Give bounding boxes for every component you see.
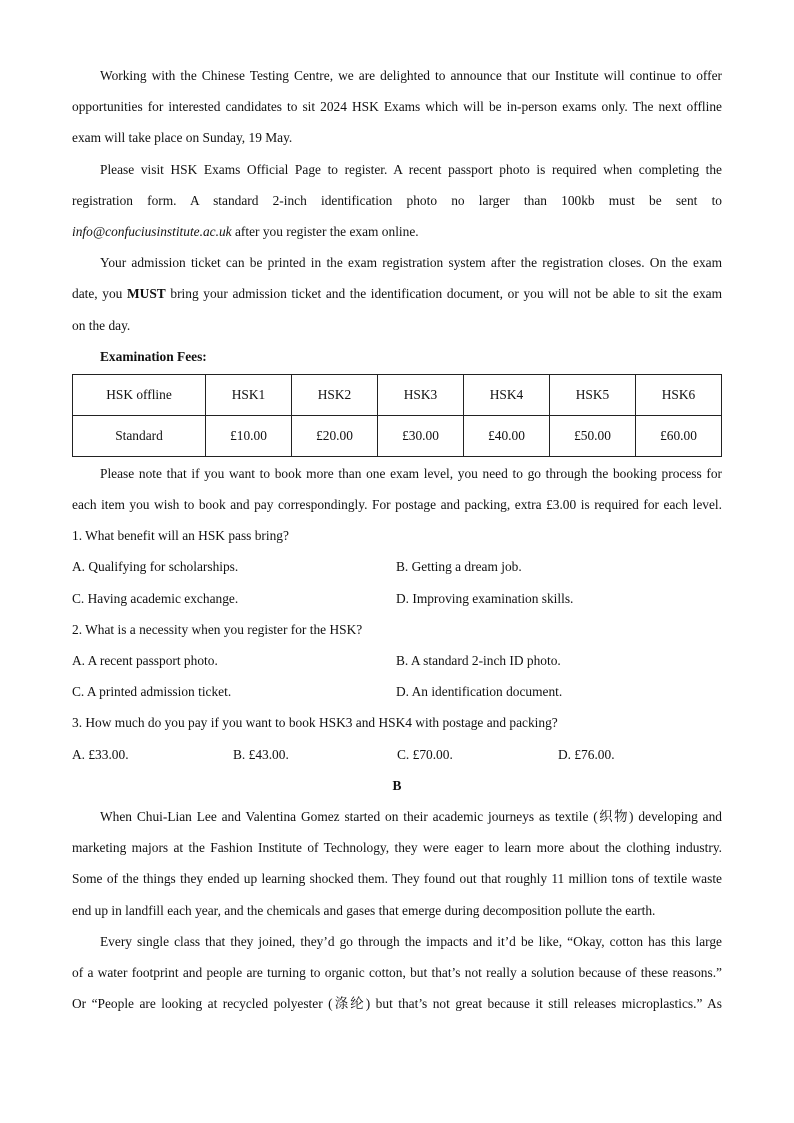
table-cell: HSK6 [636,374,722,415]
paragraph-3-line: Your admission ticket can be printed in the exam registration system after the registration closes. On the exam [100,255,722,271]
question-1: 1. What benefit will an HSK pass bring? [72,528,289,544]
paragraph-1-line: opportunities for interested candidates to sit 2024 HSK Exams which will be in-person exams only. The next offline [72,99,722,115]
table-row [73,415,722,456]
options-row [72,739,722,770]
table-cell: HSK5 [550,374,636,415]
fees-table [72,374,722,457]
paragraph-3-line [72,278,722,309]
paragraph-4-line: Please note that if you want to book more than one exam level, you need to go through the booking process for [100,465,722,481]
option-a[interactable]: A. Qualifying for scholarships. [72,559,239,575]
email-address: info@confuciusinstitute.ac.uk [72,223,232,239]
paragraph-3-text: bring your admission ticket and the identification document, or you will not be able to sit the exam [165,286,722,302]
option-c[interactable]: C. Having academic exchange. [72,590,239,606]
section-heading: B [392,777,402,793]
table-cell: £60.00 [636,415,722,456]
paragraph-2-line: Please visit HSK Exams Official Page to register. A recent passport photo is required when completing the [100,161,722,177]
table-cell: Standard [73,415,206,456]
option-c[interactable]: C. £70.00. [397,746,453,762]
paragraph-6-line: of a water footprint and people are turning to organic cotton, but that’s not really a solution because of these reasons.” [72,964,722,980]
paragraph-6-line: Every single class that they joined, they’d go through the impacts and it’d be like, “Okay, cotton has this large [100,933,722,949]
options-row [72,551,722,582]
option-a[interactable]: A. A recent passport photo. [72,653,218,668]
table-header-row [73,374,722,415]
paragraph-5-line: When Chui-Lian Lee and Valentina Gomez started on their academic journeys as textile (织物) developing and [100,808,722,824]
table-cell: HSK2 [292,374,378,415]
table-cell: £40.00 [464,415,550,456]
paragraph-1-line: exam will take place on Sunday, 19 May. [72,130,293,146]
paragraph-1-line: Working with the Chinese Testing Centre, we are delighted to announce that our Institute will continue to offer [100,68,722,83]
table-cell: £10.00 [206,415,292,456]
paragraph-5-line: marketing majors at the Fashion Institute of Technology, they were eager to learn more about the clothing industry. [72,840,722,856]
options-row [72,676,722,707]
options-row [72,645,722,676]
table-cell: HSK1 [206,374,292,415]
options-row [72,583,722,614]
paragraph-2-text: after you register the exam online. [231,223,419,239]
fees-heading: Examination Fees: [100,348,207,364]
emphasis-must: MUST [127,286,166,302]
paragraph-3-text: date, you [72,286,128,302]
table-cell: £20.00 [292,415,378,456]
paragraph-6-line: Or “People are looking at recycled polyester (涤纶) but that’s not great because it still releases microplastics.” As [72,996,722,1012]
option-d[interactable]: D. An identification document. [396,684,563,700]
paragraph-2-line: registration form. A standard 2-inch identification photo no larger than 100kb must be sent to [72,192,722,208]
paragraph-2-line [72,216,722,247]
question-2: 2. What is a necessity when you register for the HSK? [72,621,363,637]
question-3: 3. How much do you pay if you want to book HSK3 and HSK4 with postage and packing? [72,715,558,731]
option-d[interactable]: D. Improving examination skills. [396,590,574,606]
document-page [72,60,722,1019]
paragraph-5-line: Some of the things they ended up learning shocked them. They found out that roughly 11 million tons of textile waste [72,871,722,887]
option-a[interactable]: A. £33.00. [72,746,129,762]
table-cell: £30.00 [378,415,464,456]
paragraph-3-line: on the day. [72,317,131,333]
option-b[interactable]: B. A standard 2-inch ID photo. [396,653,561,668]
option-d[interactable]: D. £76.00. [558,746,615,762]
option-c[interactable]: C. A printed admission ticket. [72,684,232,700]
table-cell: HSK3 [378,374,464,415]
paragraph-5-line: end up in landfill each year, and the chemicals and gases that emerge during decomposition pollute the earth. [72,902,656,918]
option-b[interactable]: B. £43.00. [233,746,289,762]
table-cell: HSK offline [73,374,206,415]
paragraph-4-line: each item you wish to book and pay correspondingly. For postage and packing, extra £3.00 is required for each level. [72,497,722,513]
table-cell: HSK4 [464,374,550,415]
option-b[interactable]: B. Getting a dream job. [396,559,522,575]
table-cell: £50.00 [550,415,636,456]
